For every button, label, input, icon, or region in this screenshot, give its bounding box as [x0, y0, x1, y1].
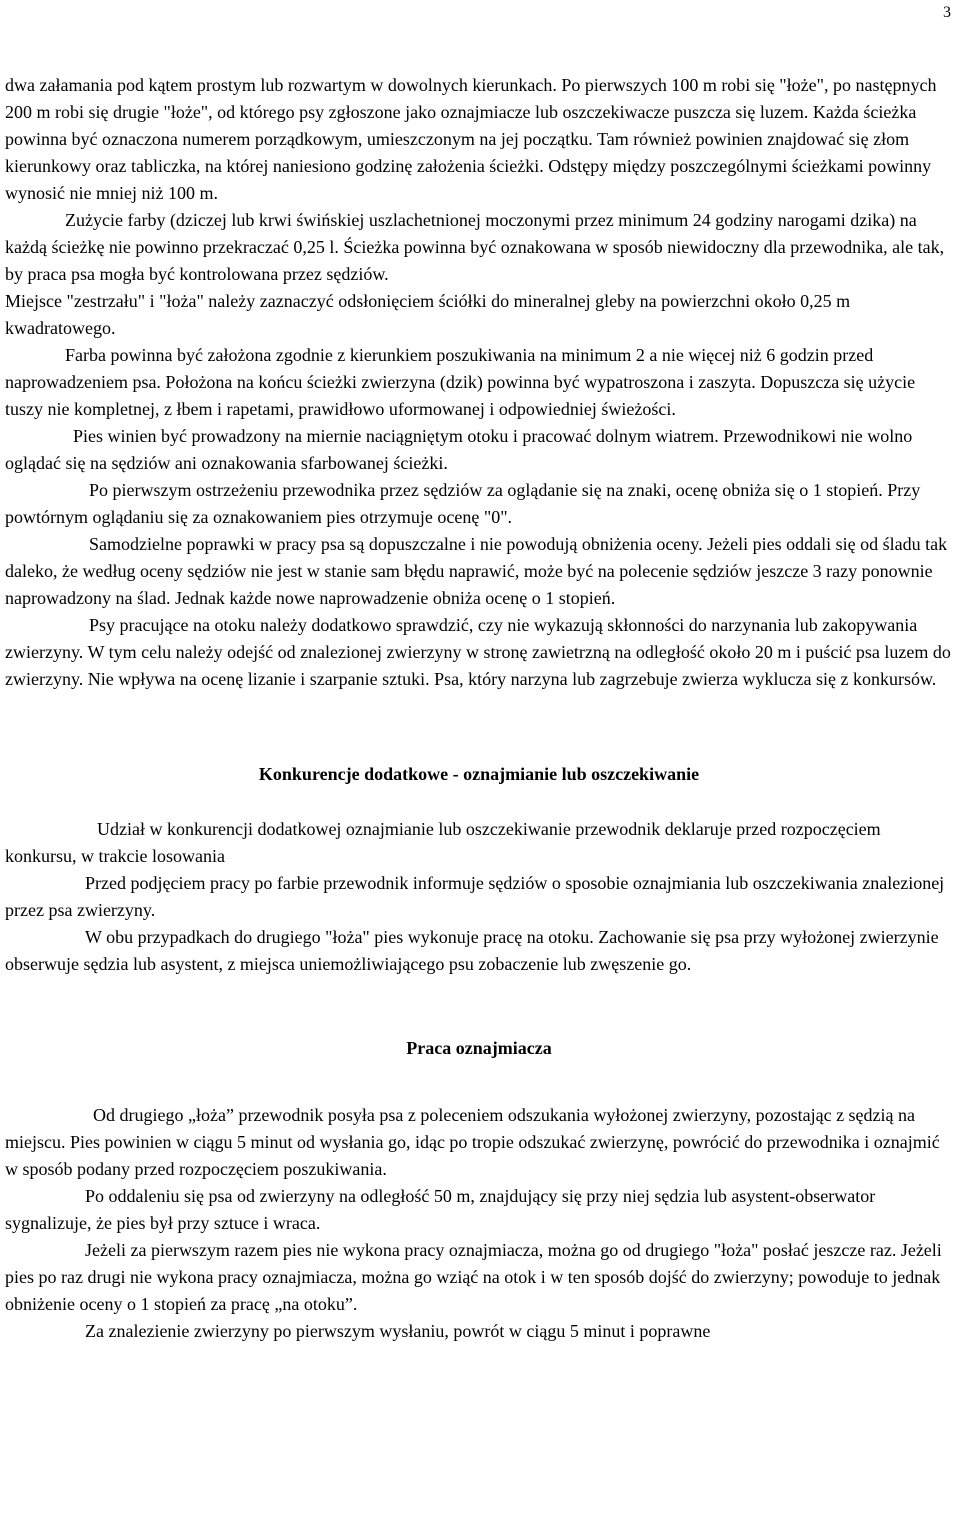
paragraph: Miejsce "zestrzału" i "łoża" należy zaznaczyć odsłonięciem ściółki do mineralnej gleby na powierzchni około 0,25 m kwadratowego. — [5, 291, 851, 338]
page-number: 3 — [943, 4, 951, 21]
paragraph: Farba powinna być założona zgodnie z kierunkiem poszukiwania na minimum 2 a nie więcej niż 6 godzin przed naprowadzeniem psa. Położona na końcu ścieżki zwierzyna (dzik) powinna być wypatroszona i zaszyta. Dopuszcza się użycie tuszy nie kompletnej, z łbem i rapetami, prawidłowo uformowanej i odpowiedniej świeżości. — [5, 345, 916, 419]
paragraph: Po pierwszym ostrzeżeniu przewodnika przez sędziów za oglądanie się na znaki, ocenę obniża się o 1 stopień. Przy powtórnym oglądaniu się za oznakowaniem pies otrzymuje ocenę "0". — [5, 480, 921, 527]
paragraph: Po oddaleniu się psa od zwierzyny na odległość 50 m, znajdujący się przy niej sędzia lub asystent-obserwator sygnalizuje, że pies był przy sztuce i wraca. — [5, 1186, 876, 1233]
paragraph: Udział w konkurencji dodatkowej oznajmianie lub oszczekiwanie przewodnik deklaruje przed rozpoczęciem konkursu, w trakcie losowania — [5, 819, 881, 866]
paragraph: Od drugiego „łoża” przewodnik posyła psa z poleceniem odszukania wyłożonej zwierzyny, pozostając z sędzią na miejscu. Pies powinien w ciągu 5 minut od wysłania go, idąc po tropie odszukać zwierzynę, powrócić do przewodnika i oznajmić w sposób podany przed rozpoczęciem poszukiwania. — [5, 1105, 940, 1179]
paragraph: Za znalezienie zwierzyny po pierwszym wysłaniu, powrót w ciągu 5 minut i poprawne — [85, 1321, 711, 1341]
paragraph: Jeżeli za pierwszym razem pies nie wykona pracy oznajmiacza, można go od drugiego "łoża" posłać jeszcze raz. Jeżeli pies po raz drugi nie wykona pracy oznajmiacza, można go wziąć na otok i w ten sposób dojść do zwierzyny; powoduje to jednak obniżenie oceny o 1 stopień za pracę „na otoku”. — [5, 1240, 942, 1314]
paragraph: W obu przypadkach do drugiego "łoża" pies wykonuje pracę na otoku. Zachowanie się psa przy wyłożonej zwierzynie obserwuje sędzia lub asystent, z miejsca uniemożliwiającego psu zobaczenie lub zwęszenie go. — [5, 927, 939, 974]
document-body — [5, 72, 953, 1345]
paragraph: Pies winien być prowadzony na miernie naciągniętym otoku i pracować dolnym wiatrem. Przewodnikowi nie wolno oglądać się na sędziów ani oznakowania sfarbowanej ścieżki. — [5, 426, 913, 473]
paragraph: Przed podjęciem pracy po farbie przewodnik informuje sędziów o sposobie oznajmiania lub oszczekiwania znalezionej przez psa zwierzyny. — [5, 873, 945, 920]
paragraph: Zużycie farby (dziczej lub krwi świńskiej uszlachetnionej moczonymi przez minimum 24 godziny narogami dzika) na każdą ścieżkę nie powinno przekraczać 0,25 l. Ścieżka powinna być oznakowana w sposób niewidoczny dla przewodnika, ale tak, by praca psa mogła być kontrolowana przez sędziów. — [5, 210, 945, 284]
paragraph: Samodzielne poprawki w pracy psa są dopuszczalne i nie powodują obniżenia oceny. Jeżeli pies oddali się od śladu tak daleko, że według oceny sędziów nie jest w stanie sam błędu naprawić, może być na polecenie sędziów jeszcze 3 razy ponownie naprowadzony na ślad. Jednak każde nowe naprowadzenie obniża ocenę o 1 stopień. — [5, 534, 948, 608]
paragraph: dwa załamania pod kątem prostym lub rozwartym w dowolnych kierunkach. Po pierwszych 100 m robi się "łoże", po następnych 200 m robi się drugie "łoże", od którego psy zgłoszone jako oznajmiacze lub oszczekiwacze puszcza się luzem. Każda ścieżka powinna być oznaczona numerem porządkowym, umieszczonym na jej początku. Tam również powinien znajdować się złom kierunkowy oraz tabliczka, na której naniesiono godzinę założenia ścieżki. Odstępy między poszczególnymi ścieżkami powinny wynosić nie mniej niż 100 m. — [5, 75, 937, 203]
section-heading: Praca oznajmiacza — [406, 1038, 552, 1058]
section-heading: Konkurencje dodatkowe - oznajmianie lub oszczekiwanie — [258, 764, 700, 784]
paragraph: Psy pracujące na otoku należy dodatkowo sprawdzić, czy nie wykazują skłonności do narzynania lub zakopywania zwierzyny. W tym celu należy odejść od znalezionej zwierzyny w stronę zawietrzną na odległość około 20 m i puścić psa luzem do zwierzyny. Nie wpływa na ocenę lizanie i szarpanie sztuki. Psa, który narzyna lub zagrzebuje zwierza wyklucza się z konkursów. — [5, 615, 951, 689]
